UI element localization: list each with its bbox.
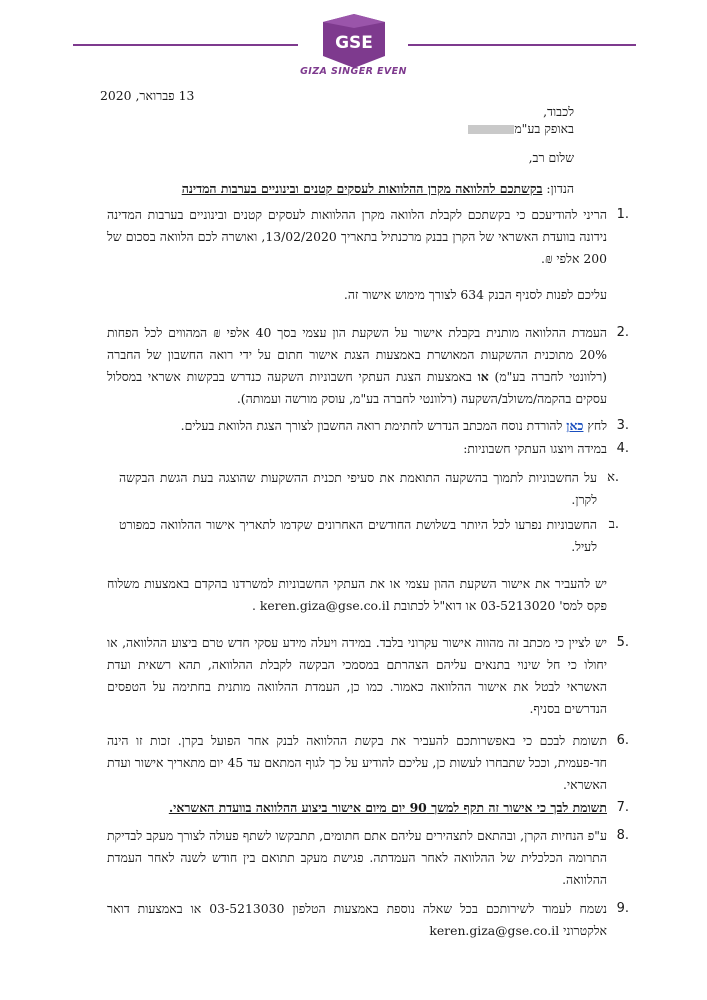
logo-text: GSE — [335, 33, 373, 53]
item-number: .5 — [616, 635, 629, 650]
item-text: תשומת לבך כי אישור זה תקף למשך 90 יום מיום אישור ביצוע ההלוואה בוועדת האשראי. — [168, 800, 607, 815]
recipient-name — [466, 121, 574, 137]
recipient-company: באופק בע"מ — [514, 121, 574, 136]
subject-text: בקשתכם להלוואה מקרן ההלוואות לעסקים קטנים ובינוניים בערבות המדינה — [181, 181, 543, 196]
list-item-7 — [107, 797, 629, 819]
list-item-4 — [107, 438, 629, 460]
gse-logo — [313, 14, 395, 68]
transfer-text: יש להעביר את אישור השקעת ההון עצמי או את העתקי החשבוניות למשרדנו בהקדם באמצעות משלוח פקס למס' 03-5213020 או דוא"ל לכתובת — [107, 576, 607, 613]
transfer-note — [107, 573, 607, 617]
item-number: .6 — [616, 733, 629, 748]
sub-item-a — [119, 467, 619, 511]
subject-prefix: הנדון: — [542, 181, 574, 196]
item-text — [107, 898, 607, 942]
item-text — [107, 322, 607, 410]
header-line-right — [408, 44, 636, 46]
contact-email-2[interactable]: keren.giza@gse.co.il — [429, 923, 560, 938]
item9-text: נשמח לעמוד לשירותכם בכל שאלה נוספת באמצעות הטלפון 03-5213030 או באמצעות דואר אלקטרוני — [107, 901, 607, 938]
transfer-end: . — [251, 598, 260, 613]
item-text — [107, 415, 607, 437]
header-line-left — [73, 44, 298, 46]
item3-suffix: להורדת נוסח המכתב הנדרש לחתימת רואה החשבון לצורך הצגת הלוואת בעלים. — [180, 418, 567, 433]
item-text: תשומת לבכם כי באפשרותכם להעביר את בקשת ההלוואה לבנק אחר הפועל בקרן. זכות זו הינה חד-פעמית, וככל שתבחרו לעשות כן, עליכם להודיע על כך לגוף המתאם עד 45 יום מתאריך אישור ועדת האשראי. — [107, 733, 607, 792]
letter-date: 13 פברואר, 2020 — [100, 88, 195, 103]
item-number: .9 — [616, 901, 629, 916]
sub-item-b — [119, 514, 619, 558]
item2-text-bold: או — [477, 369, 489, 384]
item-text: במידה ויוצגו העתקי חשבוניות: — [463, 441, 607, 456]
branch-note: עליכם לפנות לסניף הבנק 634 לצורך מימוש אישור זה. — [343, 287, 607, 302]
list-item-6 — [107, 730, 629, 796]
item-number: .7 — [616, 800, 629, 815]
list-item-5 — [107, 632, 629, 720]
item2-text-a: העמדת ההלוואה מותנית בקבלת אישור על השקעת הון עצמי בסך 40 אלפי ₪ המהווים לכל הפחות 20% מתוכנית ההשקעות המאושרת באמצעות הצגת אישור חתום על ידי רואה החשבון של החברה (רלוונטי לחברה בע"מ) — [107, 325, 608, 384]
sub-item-text: החשבוניות נפרעו לכל היותר בשלושת החודשים האחרונים שקדמו לתאריך אישור ההלוואה כמפורט לעיל. — [119, 517, 597, 554]
brand-name: GIZA SINGER EVEN — [300, 66, 407, 77]
download-link[interactable]: כאן — [566, 418, 584, 433]
list-item-3 — [107, 415, 629, 437]
greeting: שלום רב, — [528, 150, 574, 165]
sub-item-text: על החשבוניות לתמוך בהשקעה התואמת את סעיפי תכנית ההשקעות שהוצגה בעת הגשת הבקשה לקרן. — [119, 470, 597, 507]
item-number: .4 — [616, 441, 629, 456]
item-text: יש לציין כי מכתב זה מהווה אישור עקרוני בלבד. במידה ויעלה מידע עסקי חדש טרם ביצוע ההלוואה, או יחולו כי חל שינוי בתנאים עליהם הצהרתם במסמכי הבקשה לקבלת ההלוואה, תהא רשאית ועדת האשראי לבטל את אישור ההלוואה כאמור. כמו כן, העמדת ההלוואה מותנית בחתימה על הטפסים הנדרשים בסניף. — [107, 635, 607, 716]
item-number: .2 — [616, 325, 629, 340]
sub-item-letter: .א — [607, 470, 619, 485]
sub-item-letter: .ב — [608, 517, 619, 532]
item-number: .8 — [616, 828, 629, 843]
recipient-title: לכבוד, — [543, 104, 574, 119]
item-text: הריני להודיעכם כי בקשתכם לקבלת הלוואה מקרן ההלוואות לעסקים קטנים ובינוניים בערבות המדינה נידונה בוועדת האשראי של הקרן בבנק מרכנתיל בתאריך 13/02/2020, ואושרה לכם הלוואה בסכום של 200 אלפי ₪. — [107, 207, 607, 266]
item-number: .1 — [616, 207, 629, 222]
item-text: ע"פ הנחיות הקרן, ובהתאם לתצהירים עליהם אתם חתומים, תתבקשו לשתף פעולה לצורך מעקב לבדיקת התרומה הכלכלית של ההלוואה לאחר העמדתה. פגישת מעקב תתואם בין חודש לשנה לאחר העמדת ההלוואה. — [107, 828, 607, 887]
list-item-1 — [107, 204, 629, 270]
transfer-note-text — [107, 573, 607, 617]
item-number: .3 — [616, 418, 629, 433]
item3-prefix: לחץ — [583, 418, 607, 433]
subject-line — [182, 181, 574, 197]
list-item-8 — [107, 825, 629, 891]
redacted-name — [468, 125, 514, 134]
item2-text-b: באמצעות הצגת העתקי חשבוניות השקעה כנדרש בבקשות אשראי במסלול עסקים בהקמה/משולב/השקעה (רלוונטי לחברה בע"מ, עוסק מורשה ועמותה). — [107, 369, 607, 406]
list-item-2 — [107, 322, 629, 410]
list-item-9 — [107, 898, 629, 942]
contact-email[interactable]: keren.giza@gse.co.il — [259, 598, 390, 613]
